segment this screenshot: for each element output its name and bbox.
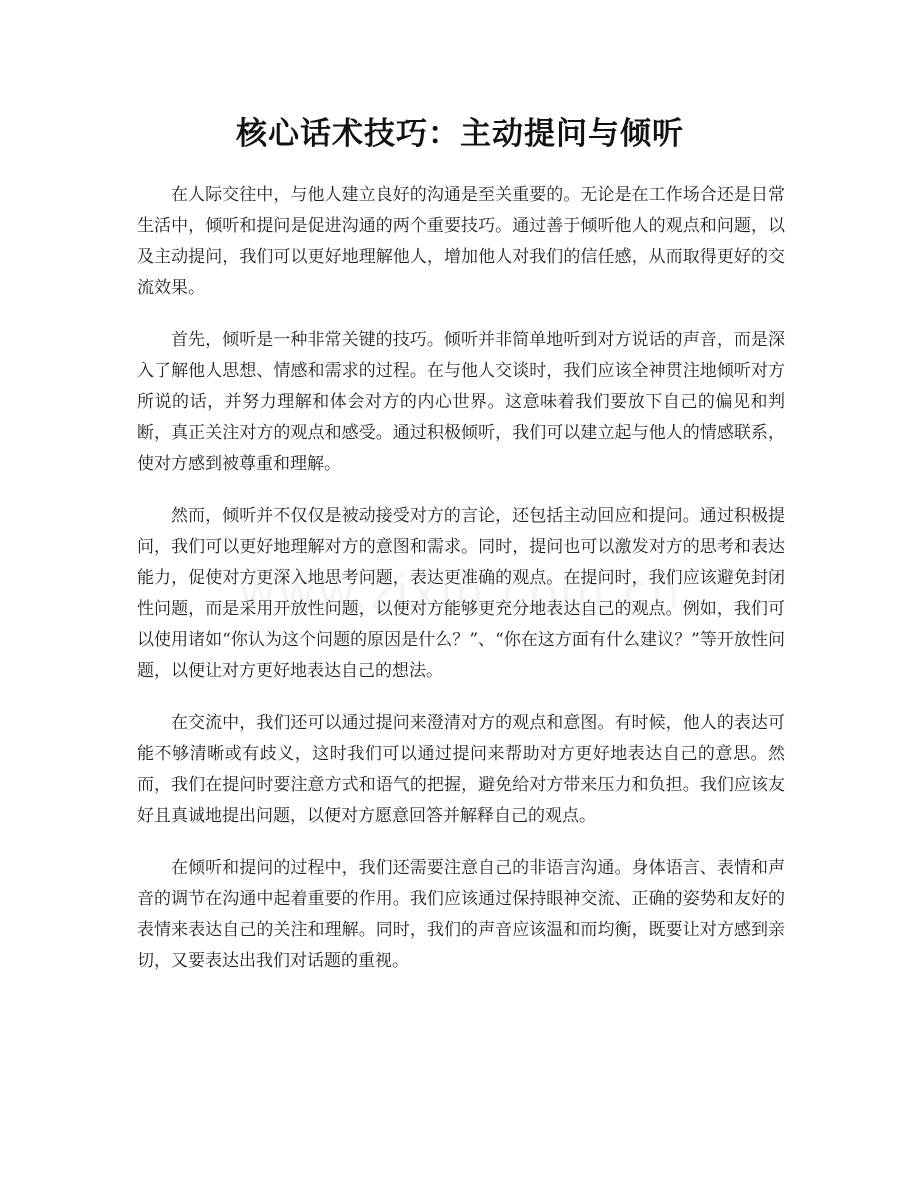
paragraph-2: 首先，倾听是一种非常关键的技巧。倾听并非简单地听到对方说话的声音，而是深入了解他人思想、情感和需求的过程。在与他人交谈时，我们应该全神贯注地倾听对方所说的话，并努力理解和体会对方的内心世界。这意味着我们要放下自己的偏见和判断，真正关注对方的观点和感受。通过积极倾听，我们可以建立起与他人的情感联系，使对方感到被尊重和理解。 <box>137 330 785 474</box>
paragraph-5: 在倾听和提问的过程中，我们还需要注意自己的非语言沟通。身体语言、表情和声音的调节在沟通中起着重要的作用。我们应该通过保持眼神交流、正确的姿势和友好的表情来表达自己的关注和理解。同时，我们的声音应该温和而均衡，既要让对方感到亲切，又要表达出我们对话题的重视。 <box>137 858 785 971</box>
page-title: 核心话术技巧：主动提问与倾听 <box>236 116 684 152</box>
paragraph-1: 在人际交往中，与他人建立良好的沟通是至关重要的。无论是在工作场合还是日常生活中，倾听和提问是促进沟通的两个重要技巧。通过善于倾听他人的观点和问题，以及主动提问，我们可以更好地理解他人，增加他人对我们的信任感，从而取得更好的交流效果。 <box>137 185 785 298</box>
paragraph-4: 在交流中，我们还可以通过提问来澄清对方的观点和意图。有时候，他人的表达可能不够清晰或有歧义，这时我们可以通过提问来帮助对方更好地表达自己的意思。然而，我们在提问时要注意方式和语气的把握，避免给对方带来压力和负担。我们应该友好且真诚地提出问题，以便对方愿意回答并解释自己的观点。 <box>137 713 785 826</box>
document-body <box>137 180 785 998</box>
paragraph-3: 然而，倾听并不仅仅是被动接受对方的言论，还包括主动回应和提问。通过积极提问，我们可以更好地理解对方的意图和需求。同时，提问也可以激发对方的思考和表达能力，促使对方更深入地思考问题，表达更准确的观点。在提问时，我们应该避免封闭性问题，而是采用开放性问题，以便对方能够更充分地表达自己的观点。例如，我们可以使用诸如“你认为这个问题的原因是什么？”、“你在这方面有什么建议？”等开放性问题，以便让对方更好地表达自己的想法。 <box>137 506 785 681</box>
